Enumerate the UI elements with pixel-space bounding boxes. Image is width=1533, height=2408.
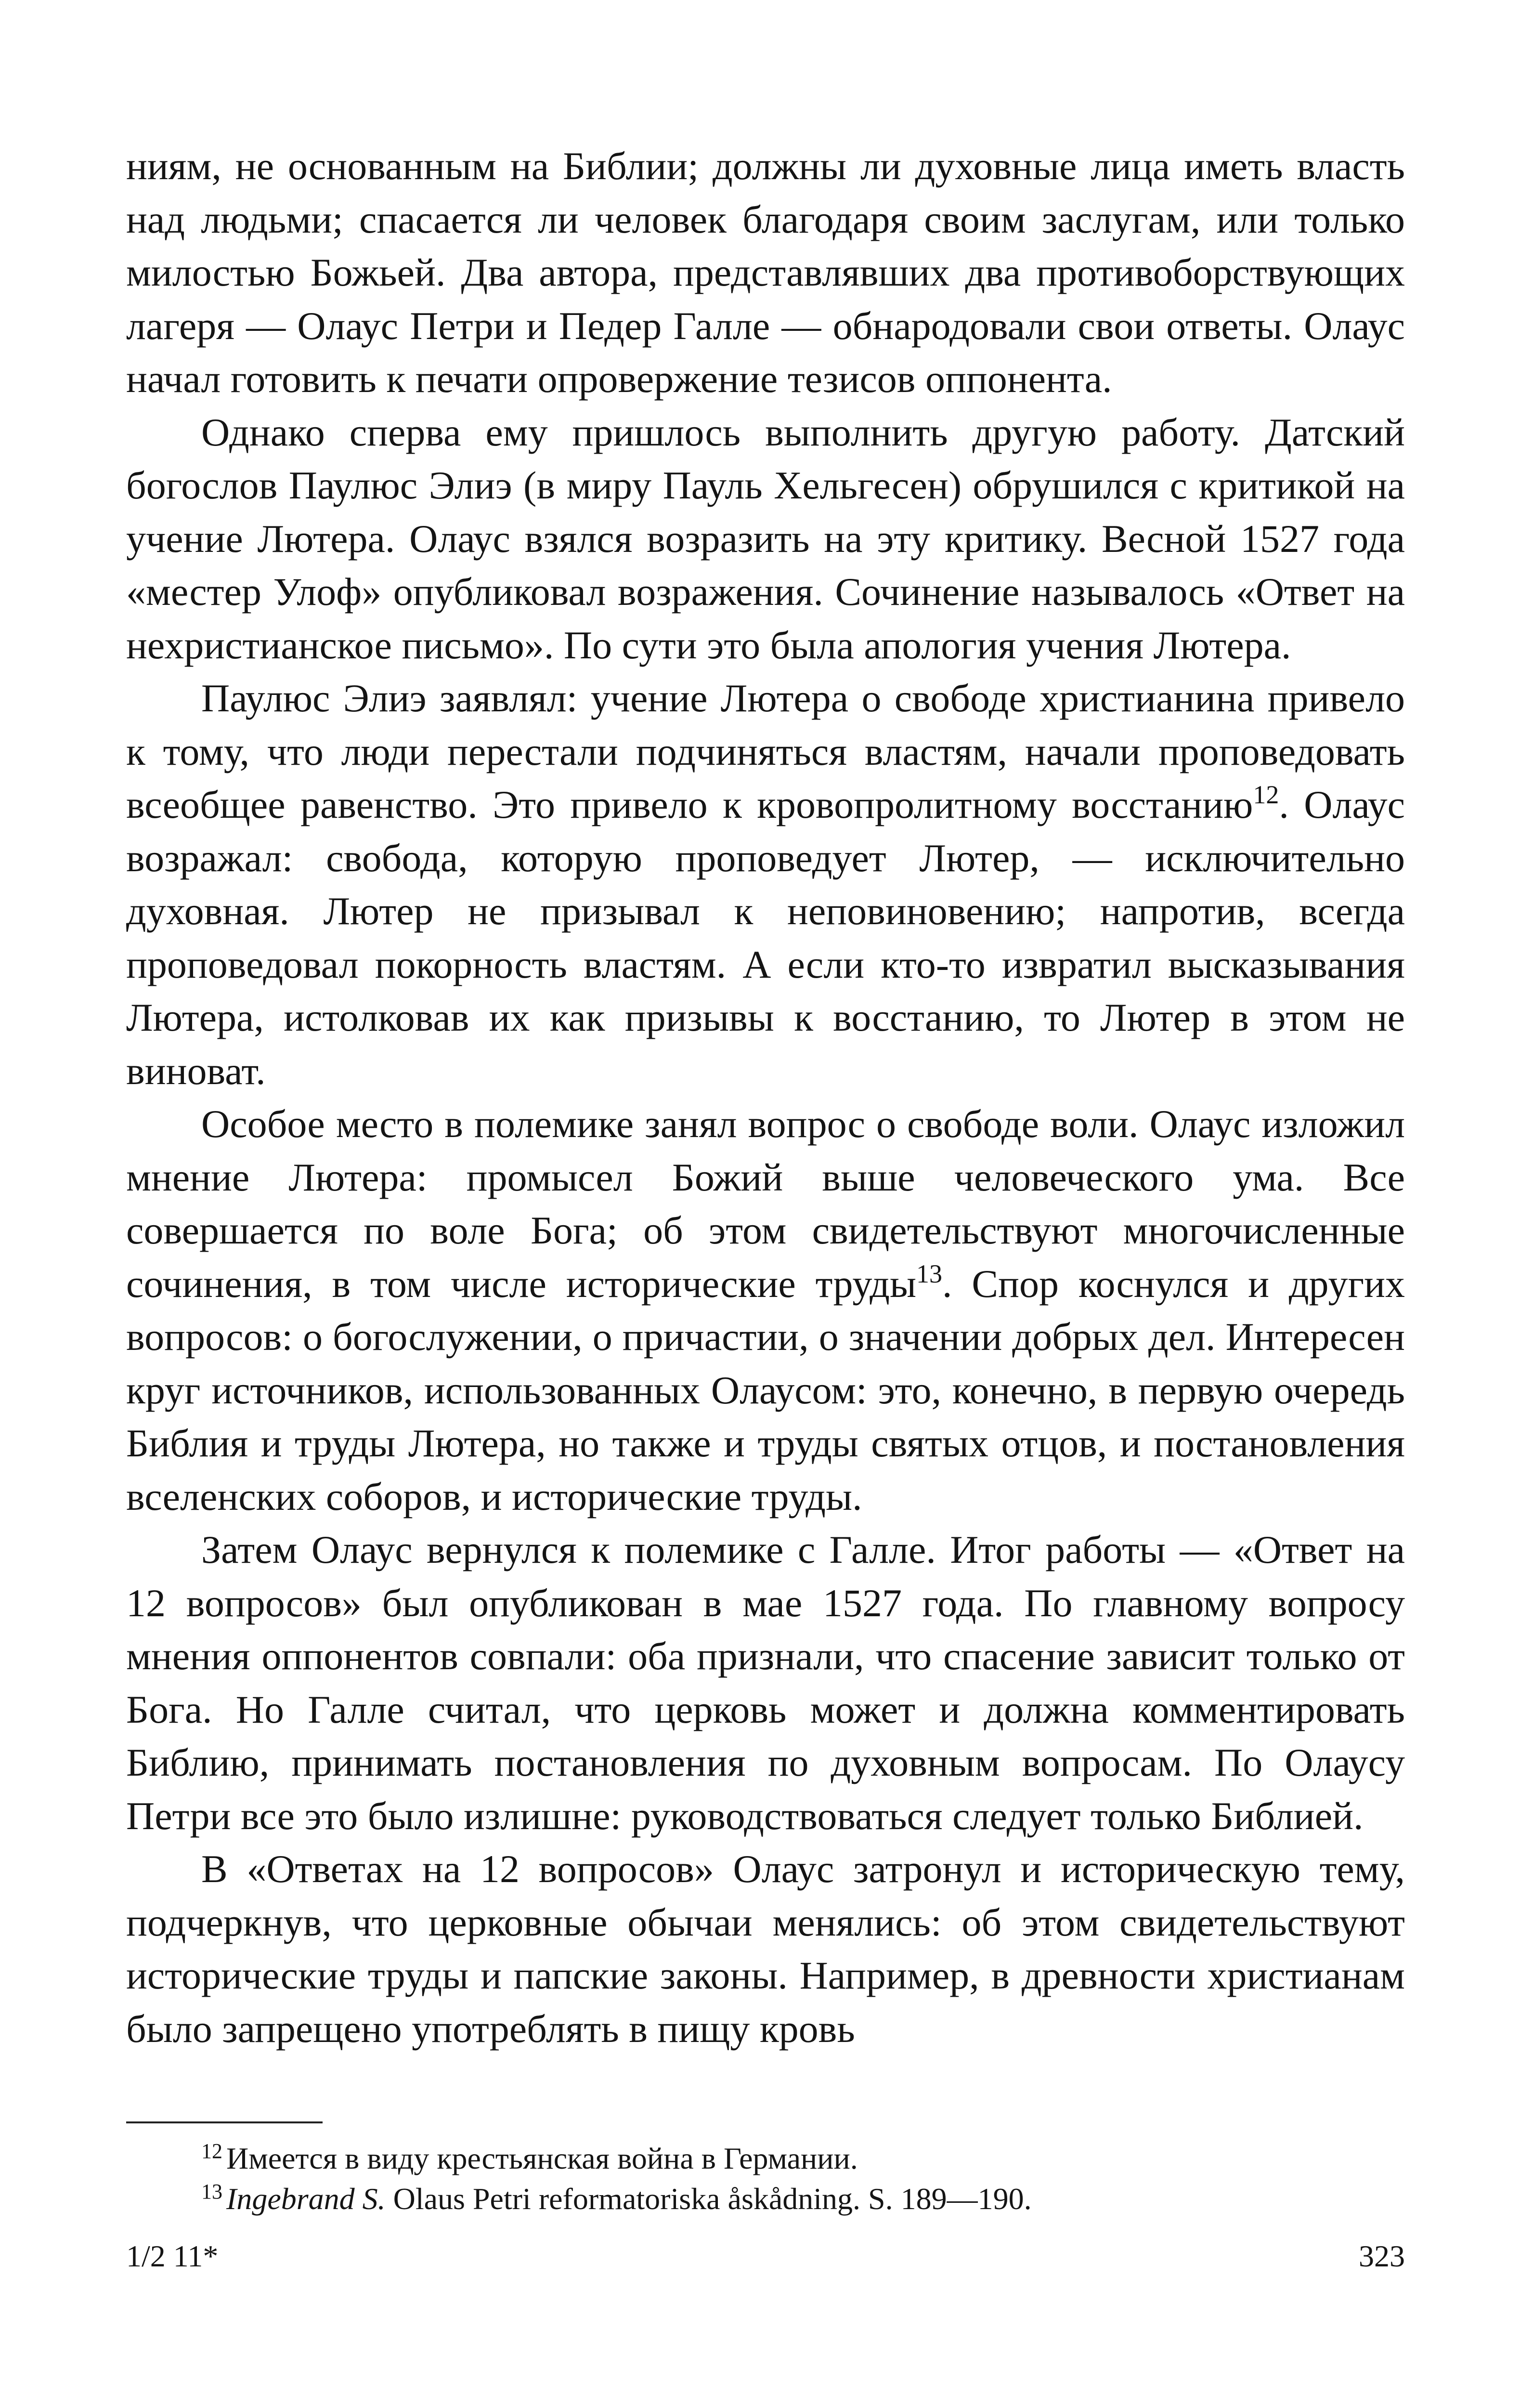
footnote: [126, 2138, 1405, 2179]
page-number: 323: [1359, 2239, 1405, 2273]
footnote: [126, 2179, 1405, 2219]
paragraph: [126, 1843, 1405, 2055]
paragraph-text: Однако сперва ему пришлось выполнить другую работу. Датский богослов Паулюс Элиэ (в миру Пауль Хельгесен) обрушился с критикой на учение Лютера. Олаус взялся возразить на эту критику. Весной 1527 года «местер Улоф» опубликовал возражения. Сочинение называлось «Ответ на нехристианское письмо». По сути это была апология учения Лютера.: [126, 410, 1405, 667]
paragraph-text: . Спор коснулся и других вопросов: о богослужении, о причастии, о значении добрых дел. Интересен круг источников, использованных Олаусом: это, конечно, в первую очередь Библия и труды Лютера, но также и труды святых отцов, и постановления вселенских соборов, и исторические труды.: [126, 1261, 1405, 1518]
paragraph-text: Затем Олаус вернулся к полемике с Галле. Итог работы — «Ответ на 12 вопросов» был опубликован в мае 1527 года. По главному вопросу мнения оппонентов совпали: оба признали, что спасение зависит только от Бога. Но Галле считал, что церковь может и должна комментировать Библию, принимать постановления по духовным вопросам. По Олаусу Петри все это было излишне: руководствоваться следует только Библией.: [126, 1528, 1405, 1838]
printer-signature: 1/2 11*: [126, 2239, 219, 2273]
footnote-reference: 13: [916, 1259, 943, 1288]
paragraph-text: Особое место в полемике занял вопрос о свободе воли. Олаус изложил мнение Лютера: промысел Божий выше человеческого ума. Все совершается по воле Бога; об этом свидетельствуют многочисленные сочинения, в том числе исторические труды: [126, 1102, 1405, 1306]
paragraph-text: В «Ответах на 12 вопросов» Олаус затронул и историческую тему, подчеркнув, что церковные обычаи менялись: об этом свидетельствуют исторические труды и папские законы. Например, в древности христианам было запрещено употреблять в пищу кровь: [126, 1847, 1405, 2051]
paragraph-text: . Олаус возражал: свобода, которую проповедует Лютер, — исключительно духовная. Лютер не призывал к неповиновению; напротив, всегда проповедовал покорность властям. А если кто-то извратил высказывания Лютера, истолковав их как призывы к восстанию, то Лютер в этом не виноват.: [126, 783, 1405, 1093]
footnote-number: 13: [201, 2180, 222, 2203]
paragraph: [126, 140, 1405, 406]
footnote-text: Olaus Petri reformatoriska åskådning. S. 189—190.: [385, 2182, 1032, 2216]
footnote-divider: [126, 2121, 323, 2123]
paragraph: [126, 406, 1405, 672]
footnote-number: 12: [201, 2139, 222, 2163]
paragraph: [126, 1523, 1405, 1843]
paragraph: [126, 1098, 1405, 1523]
main-text: [126, 140, 1405, 2055]
paragraph: [126, 672, 1405, 1098]
footnote-reference: 12: [1253, 780, 1279, 809]
footnote-text: Имеется в виду крестьянская война в Германии.: [226, 2141, 858, 2175]
footnote-author: Ingebrand S.: [226, 2182, 386, 2216]
paragraph-text: ниям, не основанным на Библии; должны ли духовные лица иметь власть над людьми; спасается ли человек благодаря своим заслугам, или только милостью Божьей. Два автора, представлявших два противоборствующих лагеря — Олаус Петри и Педер Галле — обнародовали свои ответы. Олаус начал готовить к печати опровержение тезисов оппонента.: [126, 144, 1405, 401]
footnotes: [126, 2138, 1405, 2219]
paragraph-text: Паулюс Элиэ заявлял: учение Лютера о свободе христианина привело к тому, что люди перестали подчиняться властям, начали проповедовать всеобщее равенство. Это привело к кровопролитному восстанию: [126, 676, 1405, 826]
